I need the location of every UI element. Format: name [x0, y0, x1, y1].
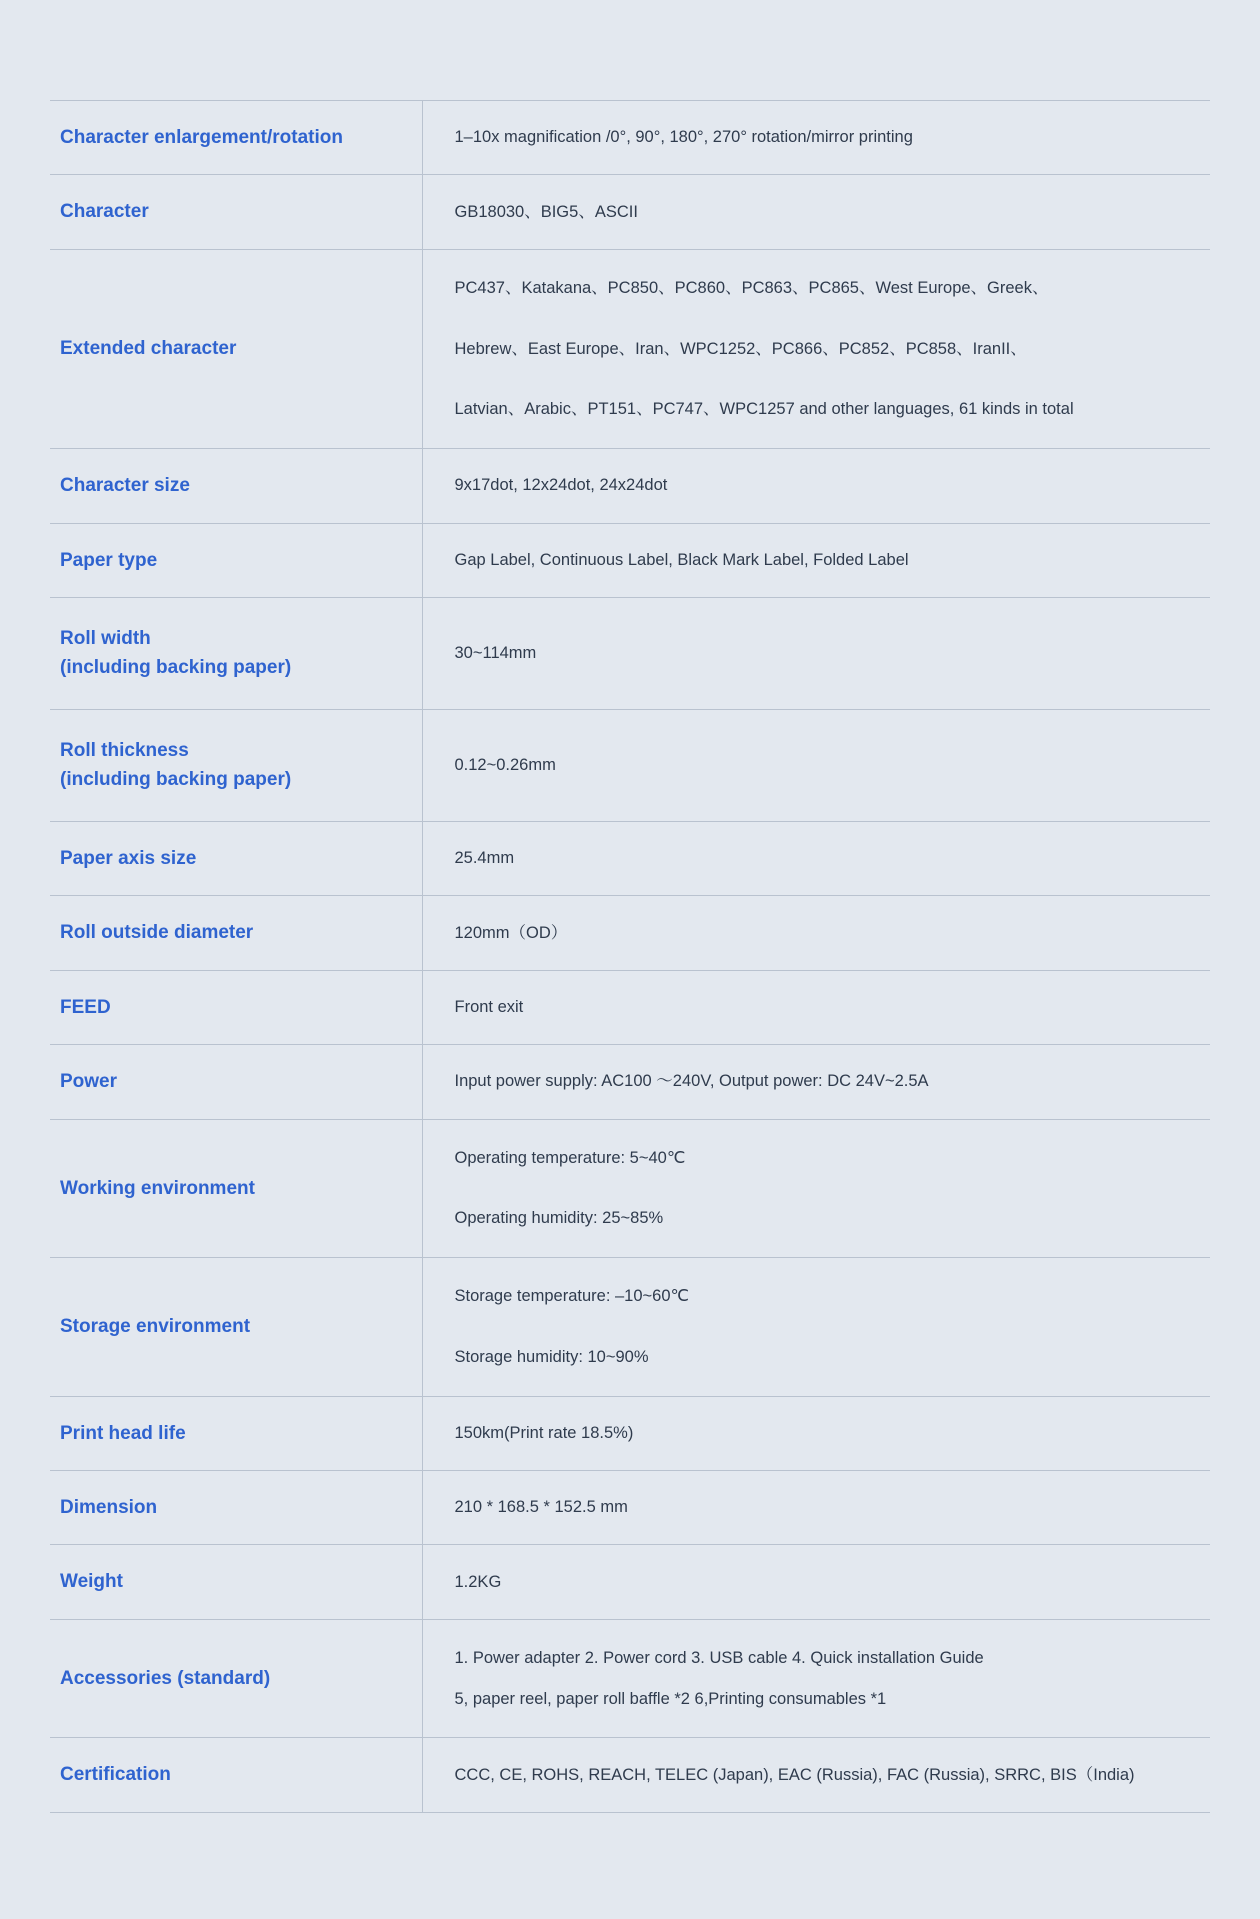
- spec-label-cell: [50, 523, 422, 597]
- table-row: [50, 1545, 1210, 1619]
- spec-label-cell: [50, 821, 422, 895]
- spec-value-line: 30~114mm: [454, 644, 537, 663]
- spec-value-line: 1. Power adapter 2. Power cord 3. USB cable 4. Quick installation Guide: [454, 1648, 984, 1667]
- table-row: [50, 970, 1210, 1044]
- spec-label-cell: [50, 175, 422, 249]
- spec-label-line: Paper axis size: [60, 847, 197, 869]
- spec-value-cell: [422, 709, 1210, 821]
- table-row: [50, 175, 1210, 249]
- spec-value-line: 210 * 168.5 * 152.5 mm: [454, 1498, 628, 1517]
- spec-label-cell: [50, 1470, 422, 1544]
- spec-label-line: Accessories (standard): [60, 1667, 271, 1689]
- spec-value-line: Hebrew、East Europe、Iran、WPC1252、PC866、PC852、PC858、IranII、: [454, 339, 1027, 358]
- spec-label-cell: [50, 1396, 422, 1470]
- table-row: [50, 896, 1210, 970]
- spec-label-line: Roll outside diameter: [60, 922, 254, 944]
- spec-label-cell: [50, 1619, 422, 1738]
- spec-value-line: GB18030、BIG5、ASCII: [454, 202, 638, 221]
- table-row: [50, 249, 1210, 448]
- spec-value-cell: [422, 970, 1210, 1044]
- spec-value-line: Input power supply: AC100 ～240V, Output power: DC 24V~2.5A: [454, 1072, 929, 1091]
- spec-value-line: 120mm（OD）: [454, 923, 568, 942]
- table-row: [50, 821, 1210, 895]
- spec-label-cell: [50, 249, 422, 448]
- table-row: [50, 1045, 1210, 1119]
- spec-label-line: Roll width: [60, 628, 151, 649]
- spec-value-cell: [422, 449, 1210, 523]
- spec-value-cell: [422, 249, 1210, 448]
- specifications-table: [50, 100, 1210, 1813]
- spec-value-line: Storage temperature: –10~60℃: [454, 1287, 690, 1305]
- table-row: [50, 1470, 1210, 1544]
- spec-label-cell: [50, 1258, 422, 1397]
- spec-value-cell: [422, 175, 1210, 249]
- spec-value-line: 1.2KG: [454, 1572, 502, 1591]
- spec-label-line: Character size: [60, 475, 190, 497]
- spec-value-cell: [422, 1045, 1210, 1119]
- table-row: [50, 1738, 1210, 1812]
- spec-label-line: Dimension: [60, 1496, 158, 1518]
- spec-value-cell: [422, 821, 1210, 895]
- spec-label-line: Extended character: [60, 338, 237, 360]
- spec-label-line: Working environment: [60, 1177, 255, 1199]
- spec-value-line: 5, paper reel, paper roll baffle *2 6,Printing consumables *1: [454, 1689, 887, 1708]
- specifications-table-body: [50, 101, 1210, 1813]
- spec-label-line: Print head life: [60, 1422, 186, 1444]
- table-row: [50, 449, 1210, 523]
- spec-label-cell: [50, 709, 422, 821]
- spec-label-line: Certification: [60, 1764, 171, 1786]
- spec-label-line: Roll thickness: [60, 739, 189, 761]
- spec-label-line: Weight: [60, 1571, 123, 1593]
- spec-value-line: 25.4mm: [454, 849, 515, 868]
- spec-value-line: 1–10x magnification /0°, 90°, 180°, 270° rotation/mirror printing: [454, 128, 913, 147]
- spec-value-cell: [422, 1545, 1210, 1619]
- spec-value-line: PC437、Katakana、PC850、PC860、PC863、PC865、West Europe、Greek、: [454, 278, 1049, 297]
- spec-value-cell: [422, 101, 1210, 175]
- table-row: [50, 709, 1210, 821]
- spec-label-cell: [50, 1545, 422, 1619]
- spec-value-cell: [422, 1258, 1210, 1397]
- spec-value-line: Operating temperature: 5~40℃: [454, 1148, 686, 1167]
- spec-value-cell: [422, 896, 1210, 970]
- spec-value-line: CCC, CE, ROHS, REACH, TELEC (Japan), EAC (Russia), FAC (Russia), SRRC, BIS（India): [454, 1765, 1135, 1784]
- spec-value-cell: [422, 1119, 1210, 1258]
- spec-value-line: 150km(Print rate 18.5%): [454, 1423, 634, 1442]
- spec-label-cell: [50, 1045, 422, 1119]
- spec-label-cell: [50, 1119, 422, 1258]
- table-row: [50, 1396, 1210, 1470]
- spec-label-cell: [50, 970, 422, 1044]
- spec-value-line: 0.12~0.26mm: [454, 755, 556, 774]
- spec-value-line: Gap Label, Continuous Label, Black Mark Label, Folded Label: [454, 550, 909, 569]
- table-row: [50, 523, 1210, 597]
- table-row: [50, 1258, 1210, 1397]
- spec-value-cell: [422, 1470, 1210, 1544]
- spec-value-line: Latvian、Arabic、PT151、PC747、WPC1257 and other languages, 61 kinds in total: [454, 400, 1074, 419]
- spec-label-cell: [50, 896, 422, 970]
- spec-value-cell: [422, 598, 1210, 710]
- spec-label-line: Character: [60, 201, 149, 223]
- spec-label-line: Power: [60, 1071, 118, 1093]
- table-row: [50, 1119, 1210, 1258]
- spec-value-line: Front exit: [454, 997, 524, 1016]
- spec-label-cell: [50, 449, 422, 523]
- table-row: [50, 1619, 1210, 1738]
- spec-label-cell: [50, 101, 422, 175]
- spec-label-line: (including backing paper): [60, 769, 292, 791]
- spec-value-cell: [422, 1396, 1210, 1470]
- spec-value-cell: [422, 1738, 1210, 1812]
- table-row: [50, 598, 1210, 710]
- table-row: [50, 101, 1210, 175]
- spec-value-cell: [422, 1619, 1210, 1738]
- spec-label-line: Storage environment: [60, 1316, 251, 1338]
- spec-value-cell: [422, 523, 1210, 597]
- spec-label-line: FEED: [60, 996, 111, 1018]
- spec-label-line: Character enlargement/rotation: [60, 127, 343, 148]
- page-bottom-spacer: [0, 1813, 1260, 1873]
- spec-value-line: Storage humidity: 10~90%: [454, 1347, 649, 1366]
- spec-label-line: (including backing paper): [60, 657, 292, 679]
- spec-label-cell: [50, 598, 422, 710]
- spec-value-line: 9x17dot, 12x24dot, 24x24dot: [454, 476, 668, 495]
- spec-label-line: Paper type: [60, 549, 158, 571]
- spec-value-line: Operating humidity: 25~85%: [454, 1209, 664, 1228]
- spec-label-cell: [50, 1738, 422, 1812]
